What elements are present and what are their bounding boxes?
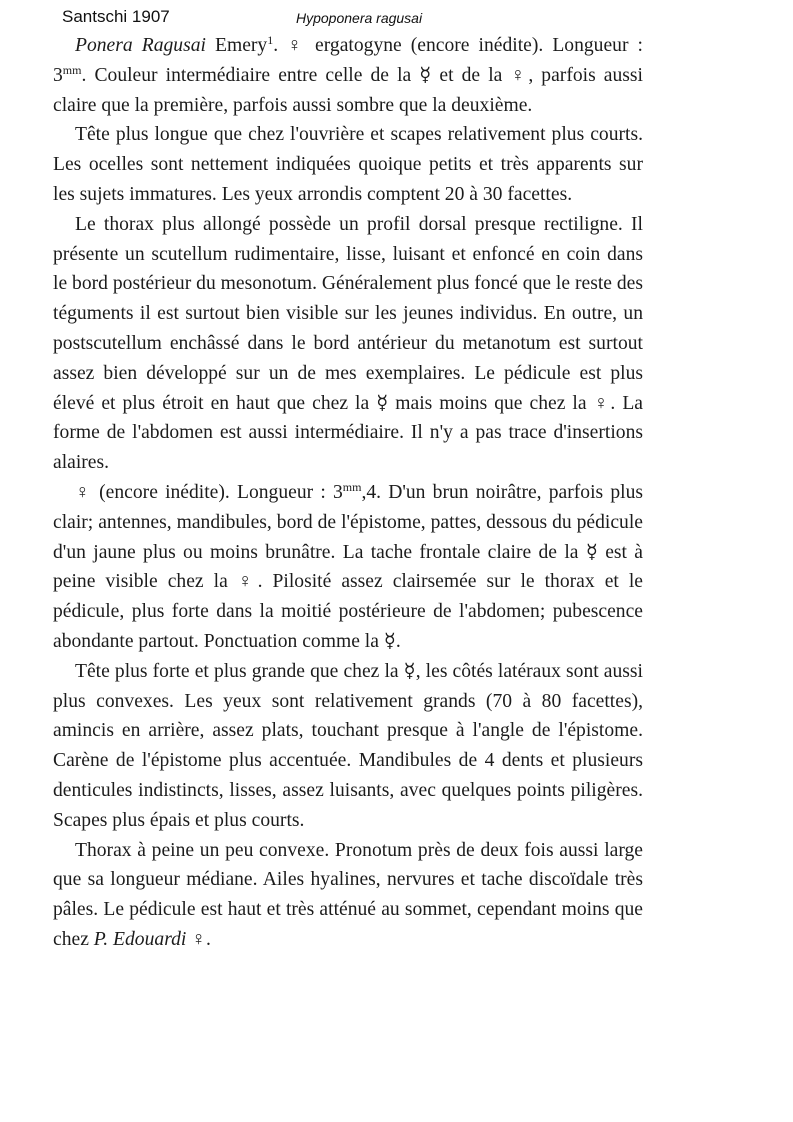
body-text [53, 31, 643, 955]
paragraph-4-text-b: ,4. D'un brun noirâtre, parfois plus clair; antennes, mandibules, bord de l'épistome, pattes, dessous du pédicule d'un jaune plus ou moins brunâtre. La tache frontale claire de la ☿ est à peine visible chez la ♀. Pilosité assez clairsemée sur le thorax et le pédicule, plus forte dans la moitié postérieure de l'abdomen; pubescence abondante partout. Ponctuation comme la ☿. [53, 481, 644, 652]
header-author: Santschi 1907 [62, 7, 170, 26]
taxon-author: Emery [215, 35, 268, 56]
paragraph-1-text-b: . Couleur intermédiaire entre celle de la ☿ et de la ♀, parfois aussi claire que la première, parfois aussi sombre que la deuxième. [53, 64, 643, 116]
paragraph-2: Tête plus longue que chez l'ouvrière et scapes relativement plus courts. Les ocelles sont nettement indiquées quoique petits et très apparents sur les sujets immatures. Les yeux arrondis comptent 20 à 30 facettes. [53, 124, 643, 205]
paragraph-4-text-a: ♀ (encore inédite). Longueur : 3 [75, 481, 343, 503]
paragraph-5: Tête plus forte et plus grande que chez la ☿, les côtés latéraux sont aussi plus convexes. Les yeux sont relativement grands (70 à 80 facettes), amincis en arrière, assez plats, touchant presque à l'angle de l'épistome. Carène de l'épistome plus accentuée. Mandibules de 4 dents et plusieurs denticules indistincts, lisses, assez luisants, avec quelques points piligères. Scapes plus épais et plus courts. [53, 660, 643, 831]
header-species: Hypoponera ragusai [296, 10, 423, 26]
footnote-marker: 1 [267, 33, 274, 47]
paragraph-1-text-a: . ♀ ergatogyne (encore inédite). Longueur : 3 [53, 35, 643, 86]
species-reference: P. Edouardi [93, 928, 187, 950]
page-header [62, 7, 762, 29]
unit-mm: mm [62, 62, 82, 77]
paragraph-6-text-b: ♀. [186, 928, 211, 950]
paragraph-1 [53, 31, 643, 120]
paragraph-6-text-a: Thorax à peine un peu convexe. Pronotum près de deux fois aussi large que sa longueur médiane. Ailes hyalines, nervures et tache discoïdale très pâles. Le pédicule est haut et très atténué au sommet, cependant moins que chez [53, 839, 643, 950]
taxon-name: Ponera Ragusai [75, 35, 206, 56]
unit-mm: mm [342, 479, 362, 494]
paragraph-3: Le thorax plus allongé possède un profil dorsal presque rectiligne. Il présente un scutellum rudimentaire, lisse, luisant et enfoncé en coin dans le bord postérieur du mesonotum. Généralement plus foncé que le reste des téguments il est surtout bien visible sur les jeunes individus. En outre, un postscutellum enchâssé dans le bord antérieur du metanotum est surtout assez bien développé sur un de mes exemplaires. Le pédicule est plus élevé et plus étroit en haut que chez la ☿ mais moins que chez la ♀. La forme de l'abdomen est aussi intermédiaire. Il n'y a pas trace d'insertions alaires. [53, 213, 643, 474]
paragraph-6 [53, 836, 643, 955]
paragraph-4 [53, 478, 643, 657]
